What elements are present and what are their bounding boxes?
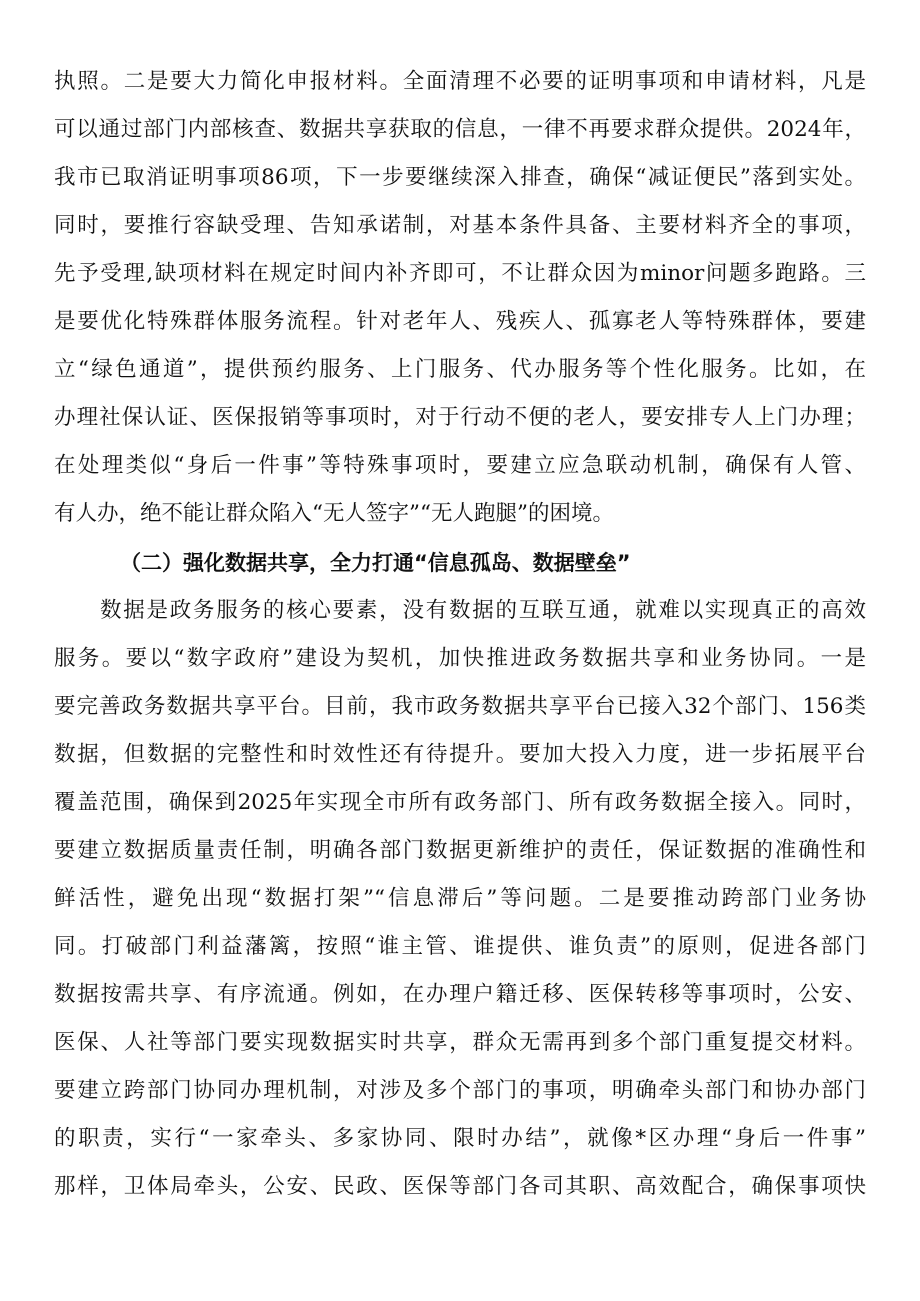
- body-text-line: 有人办，绝不能让群众陷入“无人签字”“无人跑腿”的困境。: [54, 501, 614, 526]
- body-text-line: 的职责，实行“一家牵头、多家协同、限时办结”，就像*区办理“身后一件事”: [54, 1126, 866, 1151]
- body-text-line: 医保、人社等部门要实现数据实时共享，群众无需再到多个部门重复提交材料。: [54, 1030, 866, 1055]
- body-text-line: 是要优化特殊群体服务流程。针对老年人、残疾人、孤寡老人等特殊群体，要建: [54, 309, 866, 334]
- body-text-line: 同时，要推行容缺受理、告知承诺制，对基本条件具备、主要材料齐全的事项，: [54, 213, 866, 238]
- body-text-line: 数据按需共享、有序流通。例如，在办理户籍迁移、医保转移等事项时，公安、: [54, 982, 866, 1007]
- body-text-line: 可以通过部门内部核查、数据共享获取的信息，一律不再要求群众提供。2024年，: [54, 117, 866, 142]
- body-text-line: 鲜活性，避免出现“数据打架”“信息滞后”等问题。二是要推动跨部门业务协: [54, 886, 866, 911]
- body-text-line: 要建立跨部门协同办理机制，对涉及多个部门的事项，明确牵头部门和协办部门: [54, 1078, 866, 1103]
- body-text-line: 覆盖范围，确保到2025年实现全市所有政务部门、所有政务数据全接入。同时，: [54, 790, 866, 815]
- body-text-line: 在处理类似“身后一件事”等特殊事项时，要建立应急联动机制，确保有人管、: [54, 453, 866, 478]
- body-text-line: 那样，卫体局牵头，公安、民政、医保等部门各司其职、高效配合，确保事项快: [54, 1174, 866, 1199]
- body-text-line: 办理社保认证、医保报销等事项时，对于行动不便的老人，要安排专人上门办理；: [54, 405, 866, 430]
- body-text-line: 要建立数据质量责任制，明确各部门数据更新维护的责任，保证数据的准确性和: [54, 838, 866, 863]
- section-heading: （二）强化数据共享，全力打通“信息孤岛、数据壁垒”: [120, 551, 631, 575]
- body-text-line: 数据，但数据的完整性和时效性还有待提升。要加大投入力度，进一步拓展平台: [54, 742, 866, 767]
- body-text-line: 同。打破部门利益藩篱，按照“谁主管、谁提供、谁负责”的原则，促进各部门: [54, 934, 866, 959]
- body-text-line: 数据是政务服务的核心要素，没有数据的互联互通，就难以实现真正的高效: [100, 598, 866, 623]
- body-text-line: 先予受理,缺项材料在规定时间内补齐即可，不让群众因为minor问题多跑路。三: [54, 261, 866, 286]
- body-text-line: 我市已取消证明事项86项，下一步要继续深入排查，确保“减证便民”落到实处。: [54, 165, 866, 190]
- body-text-line: 要完善政务数据共享平台。目前，我市政务数据共享平台已接入32个部门、156类: [54, 694, 866, 719]
- body-text-line: 执照。二是要大力简化申报材料。全面清理不必要的证明事项和申请材料，凡是: [54, 69, 866, 94]
- body-text-line: 立“绿色通道”，提供预约服务、上门服务、代办服务等个性化服务。比如，在: [54, 357, 866, 382]
- body-text-line: 服务。要以“数字政府”建设为契机，加快推进政务数据共享和业务协同。一是: [54, 646, 866, 671]
